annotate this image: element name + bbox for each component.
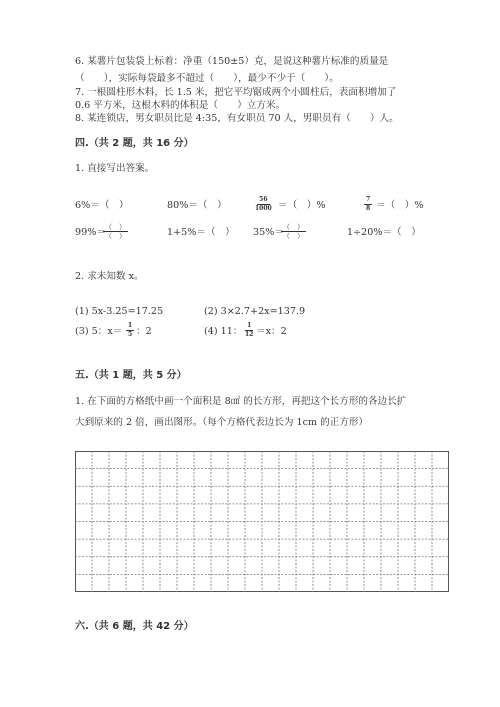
q4-2-prompt: 2. 求未知数 x。 [75, 271, 144, 282]
equation-3-left: (3) 5：x＝ [75, 326, 123, 337]
fraction-numerator: 1 [247, 322, 252, 329]
fraction-denominator: 5 [128, 331, 133, 338]
fraction-denominator: 1000 [255, 205, 272, 212]
calc-1b: 80%＝（ ） [167, 200, 227, 211]
fraction-1-5 [126, 322, 134, 339]
calc-2b: 1+5%＝（ ） [167, 227, 235, 238]
q5-1-line1: 1. 在下面的方格纸中画一个面积是 8㎠ 的长方形，再把这个长方形的各边长扩 [75, 396, 407, 407]
fraction-numerator: （ ） [283, 223, 304, 231]
fraction-blank-c [281, 223, 306, 240]
equation-1: (1) 5x-3.25=17.25 [75, 306, 164, 317]
fraction-1-12 [243, 322, 255, 339]
calc-2c-left: 35%＝ [253, 227, 284, 238]
q4-1-prompt: 1. 直接写出答案。 [75, 163, 155, 174]
fraction-56-1000 [253, 196, 274, 213]
fraction-7-8 [364, 196, 372, 213]
grid-paper[interactable] [75, 451, 449, 592]
fraction-denominator: 8 [366, 205, 371, 212]
fraction-numerator: （ ） [105, 223, 126, 231]
section5-title: 五.（共 1 题，共 5 分） [75, 370, 187, 381]
equation-3-rest: ：2 [136, 326, 152, 337]
equation-4-rest: ＝x：2 [256, 326, 287, 337]
q5-1-line2: 大到原来的 2 倍，画出图形。（每个方格代表边长为 1cm 的正方形） [75, 417, 369, 428]
calc-2a-left: 99%＝ [75, 227, 106, 238]
fraction-blank-a [103, 223, 128, 240]
calc-1a: 6%＝（ ） [75, 200, 129, 211]
q6-line1: 6. 某薯片包装袋上标着：净重（150±5）克，是说这种薯片标准的质量是 [75, 56, 389, 67]
calc-1c-rest: ＝（ ）% [278, 200, 326, 211]
grid-lines [75, 451, 449, 592]
fraction-numerator: 1 [128, 322, 133, 329]
fraction-denominator: （ ） [105, 232, 126, 240]
equation-4-left: (4) 11： [204, 326, 243, 337]
calc-1d-rest: ＝（ ）% [376, 200, 424, 211]
fraction-denominator: （ ） [283, 232, 304, 240]
q7-line2: 0.6 平方米，这根木料的体积是（ ）立方米。 [75, 100, 286, 111]
q7-line1: 7. 一根圆柱形木料，长 1.5 米，把它平均锯成两个小圆柱后，表面积增加了 [75, 87, 397, 98]
section6-title: 六.（共 6 题，共 42 分） [75, 621, 194, 632]
section4-title: 四.（共 2 题，共 16 分） [75, 138, 194, 149]
q6-line2: （ ），实际每袋最多不超过（ ），最少不少于（ ）。 [75, 73, 339, 84]
calc-2d: 1÷20%＝（ ） [347, 227, 421, 238]
q8-line: 8. 某连锁店，男女职员比是 4:35，有女职员 70 人，男职员有（ ）人。 [75, 113, 399, 124]
fraction-numerator: 56 [259, 196, 268, 203]
fraction-denominator: 12 [245, 331, 254, 338]
fraction-numerator: 7 [366, 196, 371, 203]
equation-2: (2) 3×2.7+2x=137.9 [204, 306, 306, 317]
